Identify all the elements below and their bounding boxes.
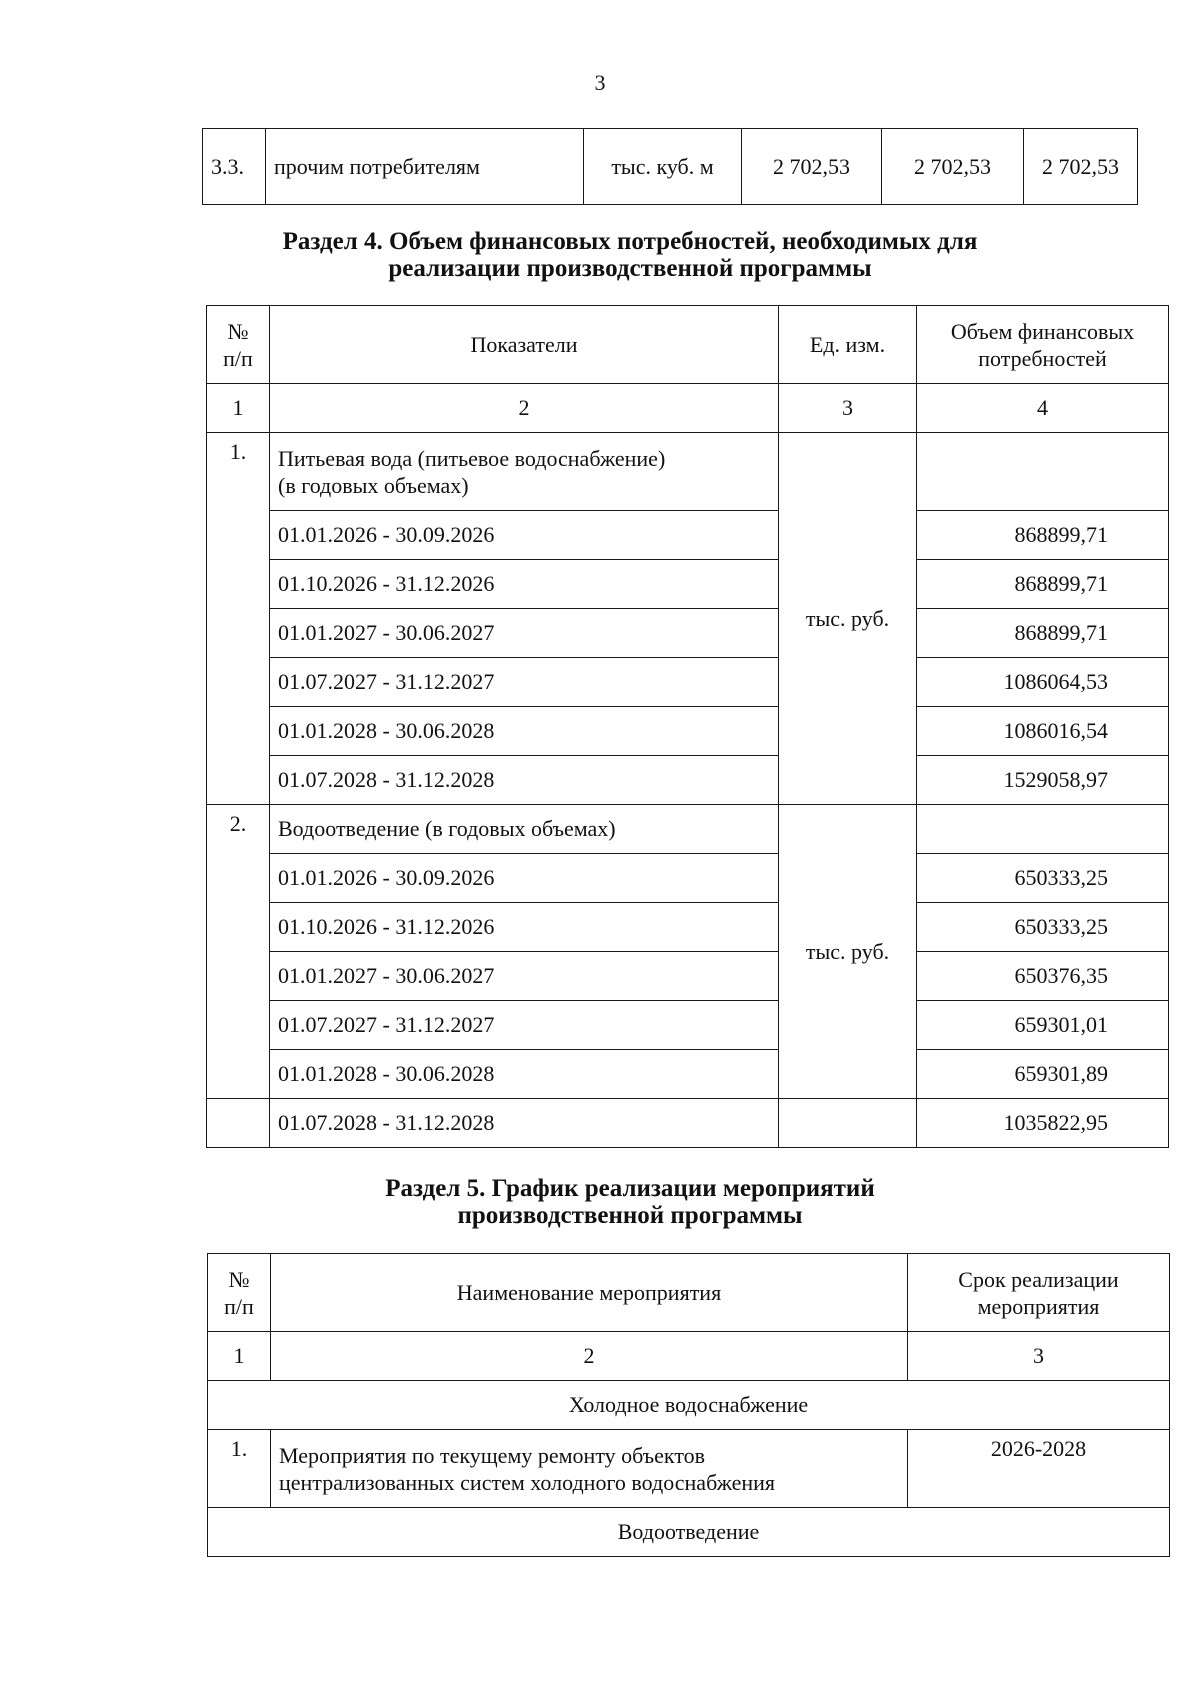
empty-cell [917, 805, 1169, 854]
item-name: Мероприятия по текущему ремонту объектов централизованных систем холодного водоснабжения [271, 1430, 908, 1508]
col-number: 1 [208, 1332, 271, 1381]
header-indicators: Показатели [270, 306, 779, 384]
value-cell: 1035822,95 [917, 1099, 1169, 1148]
empty-cell [207, 1099, 270, 1148]
value-cell: 650376,35 [917, 952, 1169, 1001]
value-cell: 650333,25 [917, 854, 1169, 903]
table-header-row [207, 306, 1169, 384]
table-row [207, 560, 1169, 609]
value-cell: 868899,71 [917, 511, 1169, 560]
table-row [207, 903, 1169, 952]
header-name: Наименование мероприятия [271, 1254, 908, 1332]
header-unit: Ед. изм. [779, 306, 917, 384]
section5-title: Раздел 5. График реализации мероприятий производственной программы [385, 1175, 875, 1229]
col-number: 3 [779, 384, 917, 433]
period-cell: 01.07.2028 - 31.12.2028 [270, 756, 779, 805]
column-number-row [208, 1332, 1170, 1381]
value-cell: 868899,71 [917, 609, 1169, 658]
table-row [207, 1099, 1169, 1148]
period-cell: 01.07.2027 - 31.12.2027 [270, 1001, 779, 1050]
empty-cell [779, 1099, 917, 1148]
value-cell: 868899,71 [917, 560, 1169, 609]
table-row [207, 511, 1169, 560]
period-cell: 01.10.2026 - 31.12.2026 [270, 560, 779, 609]
financial-needs-table [206, 305, 1169, 1148]
col-number: 2 [270, 384, 779, 433]
group-unit: тыс. руб. [779, 433, 917, 805]
column-number-row [207, 384, 1169, 433]
col-number: 2 [271, 1332, 908, 1381]
table-row [207, 1050, 1169, 1099]
value-cell: 659301,01 [917, 1001, 1169, 1050]
consumer-name: прочим потребителям [266, 129, 584, 205]
table-row [207, 707, 1169, 756]
item-number: 1. [208, 1430, 271, 1508]
group-number: 1. [207, 433, 270, 805]
period-cell: 01.10.2026 - 31.12.2026 [270, 903, 779, 952]
group-number: 2. [207, 805, 270, 1099]
value-cell: 1529058,97 [917, 756, 1169, 805]
period-cell: 01.01.2027 - 30.06.2027 [270, 952, 779, 1001]
value-cell: 1086064,53 [917, 658, 1169, 707]
header-num: № п/п [208, 1254, 271, 1332]
item-term: 2026-2028 [908, 1430, 1170, 1508]
header-term: Срок реализации мероприятия [908, 1254, 1170, 1332]
table-row [207, 952, 1169, 1001]
empty-cell [917, 433, 1169, 511]
value-cell: 2 702,53 [742, 129, 882, 205]
table-row [207, 1001, 1169, 1050]
period-cell: 01.01.2028 - 30.06.2028 [270, 1050, 779, 1099]
period-cell: 01.01.2027 - 30.06.2027 [270, 609, 779, 658]
group-title: Питьевая вода (питьевое водоснабжение) (в годовых объемах) [270, 433, 779, 511]
col-number: 1 [207, 384, 270, 433]
page-number: 3 [594, 70, 606, 95]
table-row [207, 854, 1169, 903]
consumption-table-continuation [202, 128, 1138, 205]
category-row [208, 1381, 1170, 1430]
category-cold-water: Холодное водоснабжение [208, 1381, 1170, 1430]
row-number: 3.3. [203, 129, 266, 205]
period-cell: 01.01.2028 - 30.06.2028 [270, 707, 779, 756]
col-number: 3 [908, 1332, 1170, 1381]
col-number: 4 [917, 384, 1169, 433]
category-wastewater: Водоотведение [208, 1508, 1170, 1557]
table-header-row [208, 1254, 1170, 1332]
period-cell: 01.01.2026 - 30.09.2026 [270, 854, 779, 903]
period-cell: 01.01.2026 - 30.09.2026 [270, 511, 779, 560]
period-cell: 01.07.2028 - 31.12.2028 [270, 1099, 779, 1148]
value-cell: 1086016,54 [917, 707, 1169, 756]
table-row [208, 1430, 1170, 1508]
table-row [203, 129, 1138, 205]
value-cell: 2 702,53 [882, 129, 1024, 205]
period-cell: 01.07.2027 - 31.12.2027 [270, 658, 779, 707]
schedule-table [207, 1253, 1170, 1557]
category-row [208, 1508, 1170, 1557]
value-cell: 659301,89 [917, 1050, 1169, 1099]
group-row-wastewater [207, 805, 1169, 854]
group-title: Водоотведение (в годовых объемах) [270, 805, 779, 854]
table-row [207, 658, 1169, 707]
header-num: № п/п [207, 306, 270, 384]
table-row [207, 609, 1169, 658]
header-volume: Объем финансовых потребностей [917, 306, 1169, 384]
value-cell: 650333,25 [917, 903, 1169, 952]
table-row [207, 756, 1169, 805]
section4-title: Раздел 4. Объем финансовых потребностей, необходимых для реализации производственной программы [282, 228, 978, 282]
unit-cell: тыс. куб. м [584, 129, 742, 205]
group-row-drinking-water [207, 433, 1169, 511]
group-unit: тыс. руб. [779, 805, 917, 1099]
value-cell: 2 702,53 [1024, 129, 1138, 205]
